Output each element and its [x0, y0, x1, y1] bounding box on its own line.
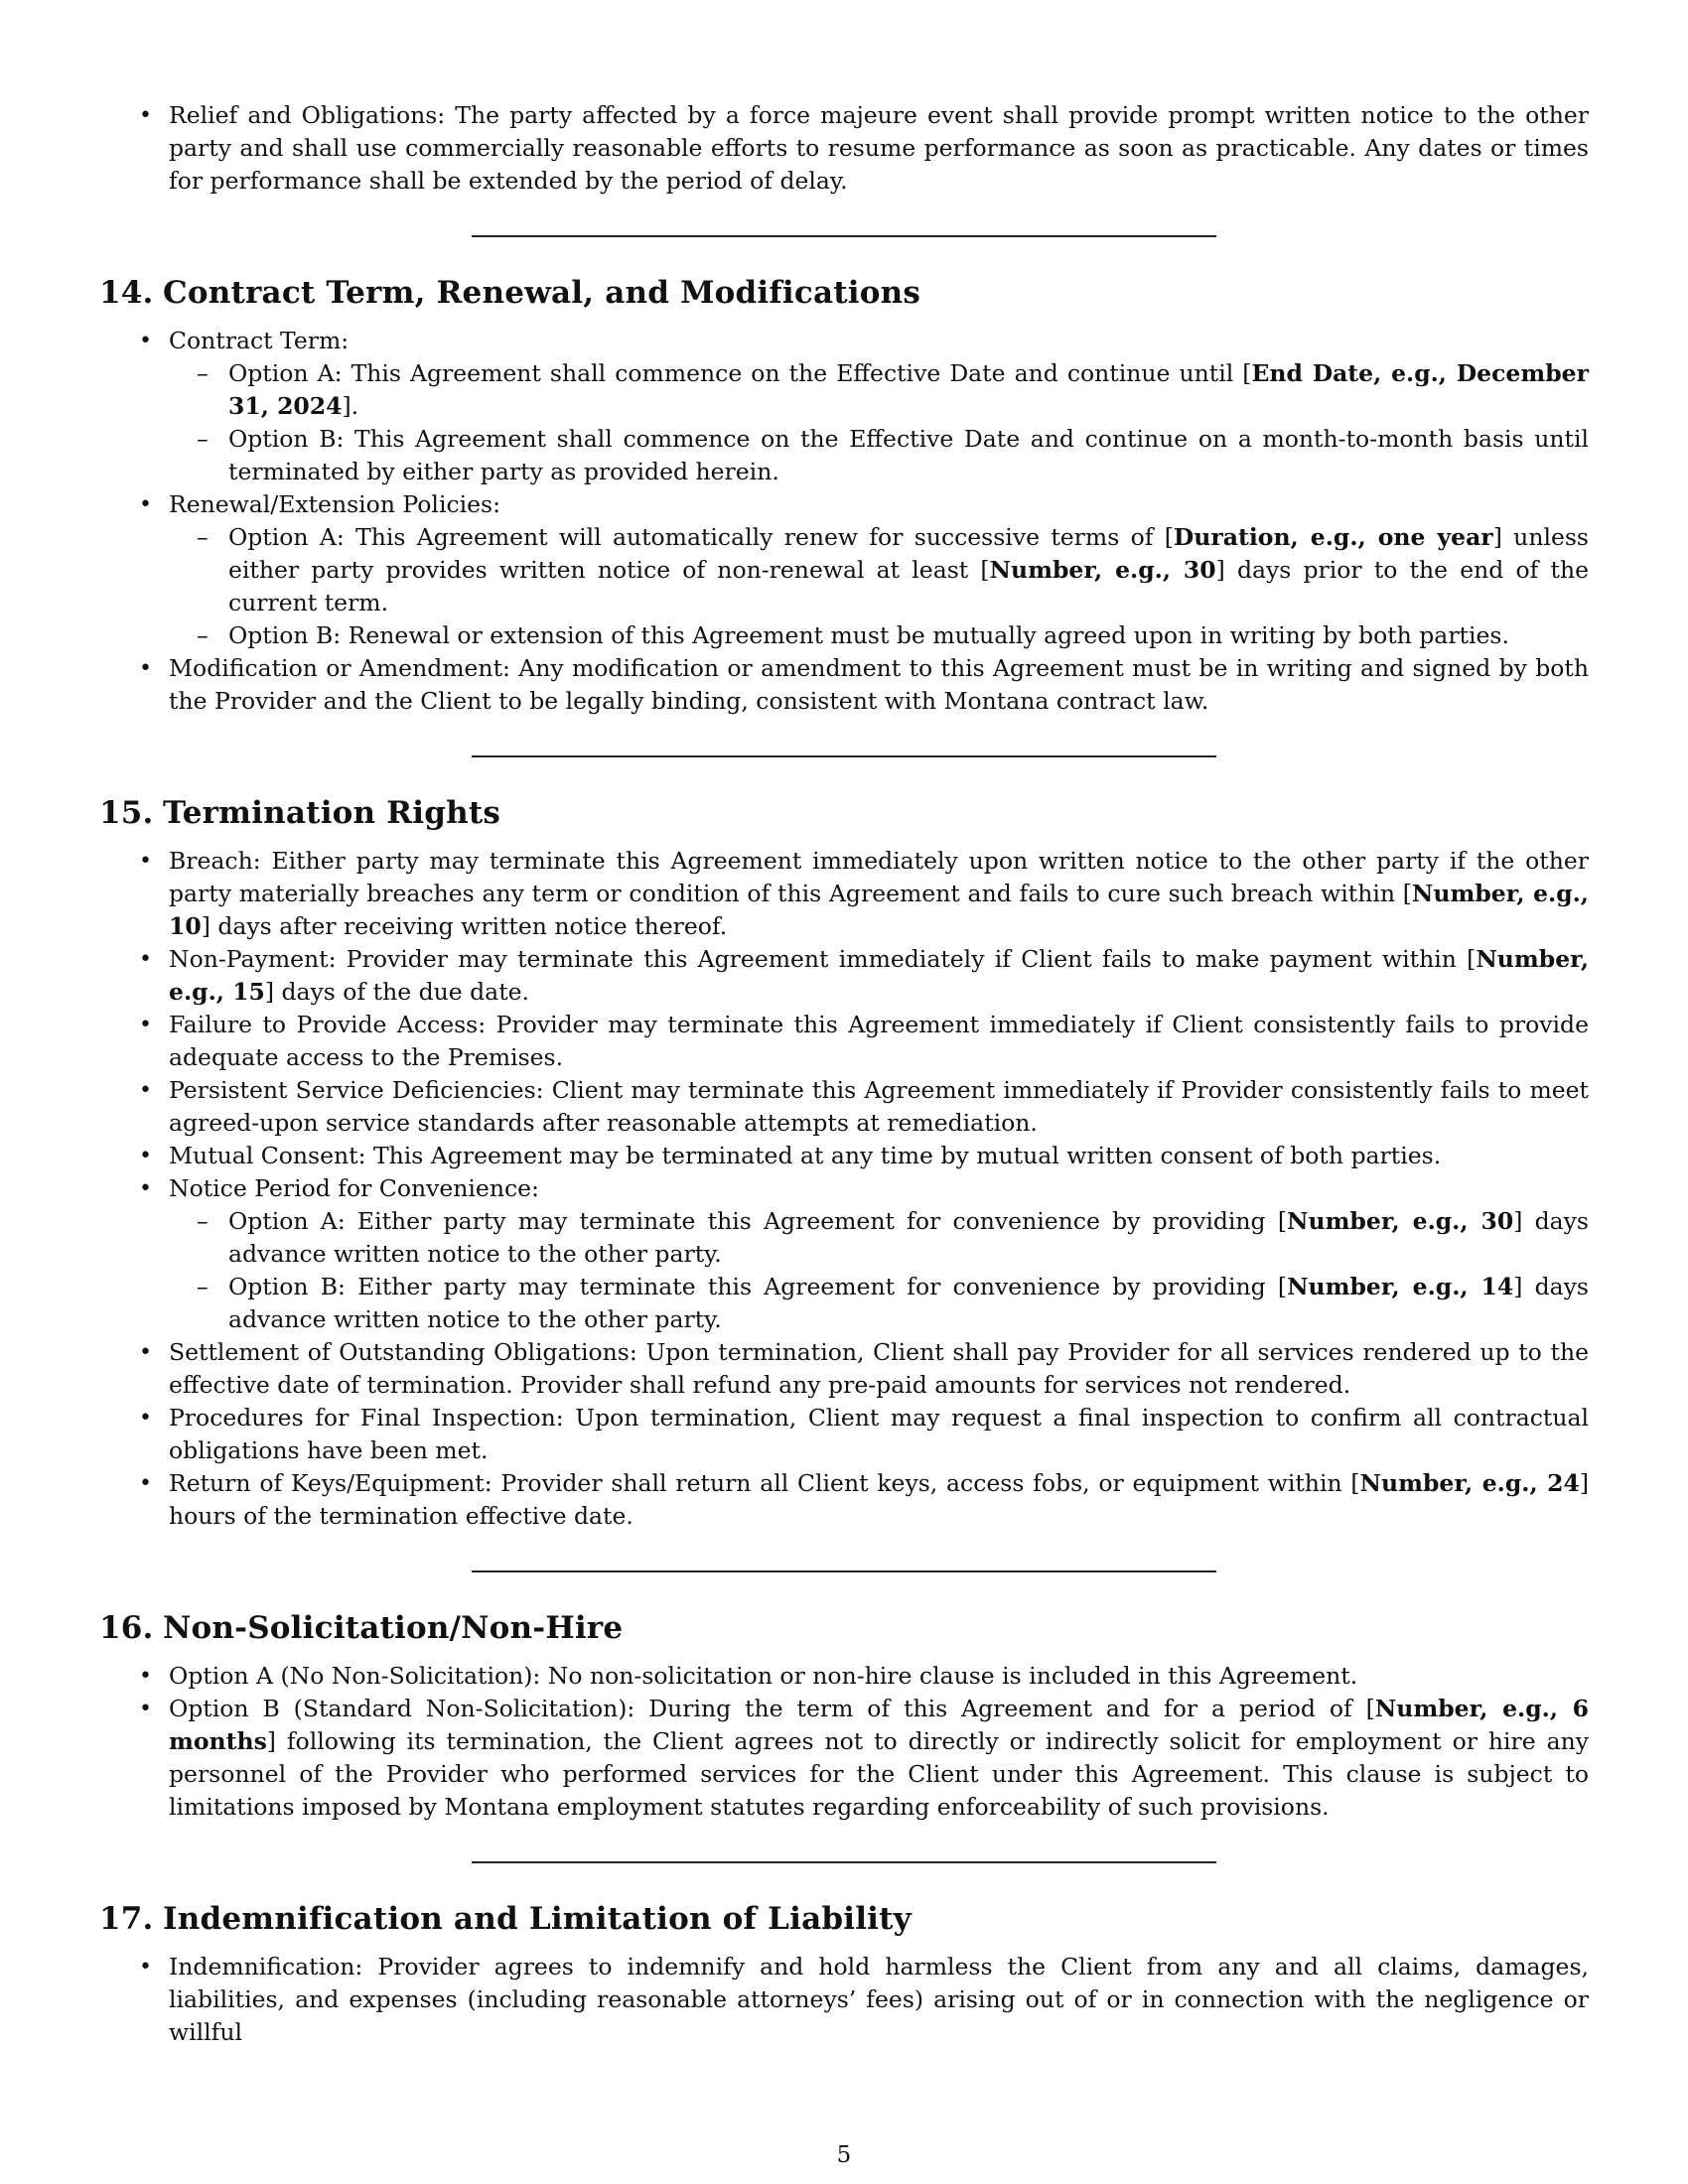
- list-item: • Renewal/Extension Policies: – Option A: This Agreement will automatically renew for successive terms of [Duration, e.g., one year] unless either party provides written notice of non-renewal at least [Number, e.g., 30] days prior to the end of the current term. – Option B: Renewal or extension of this Agreement must be mutually agreed upon in writing by both parties.: [99, 488, 1589, 652]
- section-divider: [472, 235, 1216, 237]
- list-item: – Option B: This Agreement shall commence on the Effective Date and continue on a month-to-month basis until terminated by either party as provided herein.: [99, 423, 1589, 488]
- renewal-options: [169, 521, 1589, 652]
- section-15-list: [99, 845, 1589, 1533]
- list-item: • Return of Keys/Equipment: Provider shall return all Client keys, access fobs, or equipment within [Number, e.g., 24] hours of the termination effective date.: [99, 1467, 1589, 1533]
- section-heading-15: 15. Termination Rights: [99, 795, 500, 831]
- section-heading-16: 16. Non-Solicitation/Non-Hire: [99, 1610, 624, 1646]
- list-item: – Option A: This Agreement will automatically renew for successive terms of [Duration, e.g., one year] unless either party provides written notice of non-renewal at least [Number, e.g., 30] days prior to the end of the current term.: [99, 521, 1589, 619]
- section-heading-14: 14. Contract Term, Renewal, and Modifications: [99, 275, 921, 311]
- list-item: • Option A (No Non-Solicitation): No non-solicitation or non-hire clause is included in this Agreement.: [99, 1660, 1589, 1693]
- section-divider: [472, 1861, 1216, 1863]
- list-item: • Option B (Standard Non-Solicitation): During the term of this Agreement and for a period of [Number, e.g., 6 months] following its termination, the Client agrees not to directly or indirectly solicit for employment or hire any personnel of the Provider who performed services for the Client under this Agreement. This clause is subject to limitations imposed by Montana employment statutes regarding enforceability of such provisions.: [99, 1693, 1589, 1824]
- list-item: [99, 99, 1589, 198]
- intro-list: [99, 99, 1589, 198]
- list-item: • Modification or Amendment: Any modification or amendment to this Agreement must be in writing and signed by both the Provider and the Client to be legally binding, consistent with Montana contract law.: [99, 652, 1589, 718]
- list-item: – Option B: Either party may terminate this Agreement for convenience by providing [Number, e.g., 14] days advance written notice to the other party.: [99, 1271, 1589, 1336]
- section-divider: [472, 755, 1216, 757]
- section-16-list: [99, 1660, 1589, 1824]
- section-heading-17: 17. Indemnification and Limitation of Liability: [99, 1901, 912, 1937]
- list-item: • Mutual Consent: This Agreement may be terminated at any time by mutual written consent of both parties.: [99, 1140, 1589, 1172]
- list-item: • Settlement of Outstanding Obligations: Upon termination, Client shall pay Provider for all services rendered up to the effective date of termination. Provider shall refund any pre-paid amounts for services not rendered.: [99, 1336, 1589, 1402]
- contract-term-options: [169, 357, 1589, 488]
- list-item: • Notice Period for Convenience: – Option A: Either party may terminate this Agreement for convenience by providing [Number, e.g., 30] days advance written notice to the other party. – Option B: Either party may terminate this Agreement for convenience by providing [Number, e.g., 14] days advance written notice to the other party.: [99, 1172, 1589, 1336]
- list-item: • Procedures for Final Inspection: Upon termination, Client may request a final inspection to confirm all contractual obligations have been met.: [99, 1402, 1589, 1467]
- list-item: – Option B: Renewal or extension of this Agreement must be mutually agreed upon in writing by both parties.: [99, 619, 1589, 652]
- list-item: • Breach: Either party may terminate this Agreement immediately upon written notice to the other party if the other party materially breaches any term or condition of this Agreement and fails to cure such breach within [Number, e.g., 10] days after receiving written notice thereof.: [99, 845, 1589, 943]
- page-number: 5: [836, 2142, 852, 2168]
- list-item: • Contract Term: – Option A: This Agreement shall commence on the Effective Date and continue until [End Date, e.g., December 31, 2024]. – Option B: This Agreement shall commence on the Effective Date and continue on a month-to-month basis until terminated by either party as provided herein.: [99, 325, 1589, 488]
- list-item: • Failure to Provide Access: Provider may terminate this Agreement immediately if Client consistently fails to provide adequate access to the Premises.: [99, 1009, 1589, 1074]
- list-item: • Persistent Service Deficiencies: Client may terminate this Agreement immediately if Provider consistently fails to meet agreed-upon service standards after reasonable attempts at remediation.: [99, 1074, 1589, 1140]
- relief-obligations-text: Relief and Obligations: The party affected by a force majeure event shall provide prompt written notice to the other party and shall use commercially reasonable efforts to resume performance as soon as practicable. Any dates or times for performance shall be extended by the period of delay.: [169, 101, 1589, 195]
- page-content: [99, 99, 1589, 2049]
- section-17-list: [99, 1951, 1589, 2049]
- notice-period-options: [169, 1205, 1589, 1336]
- list-item: • Non-Payment: Provider may terminate this Agreement immediately if Client fails to make payment within [Number, e.g., 15] days of the due date.: [99, 943, 1589, 1009]
- list-item: • Indemnification: Provider agrees to indemnify and hold harmless the Client from any and all claims, damages, liabilities, and expenses (including reasonable attorneys’ fees) arising out of or in connection with the negligence or willful: [99, 1951, 1589, 2049]
- section-divider: [472, 1570, 1216, 1572]
- list-item: – Option A: Either party may terminate this Agreement for convenience by providing [Number, e.g., 30] days advance written notice to the other party.: [99, 1205, 1589, 1271]
- list-item: – Option A: This Agreement shall commence on the Effective Date and continue until [End Date, e.g., December 31, 2024].: [99, 357, 1589, 423]
- section-14-list: [99, 325, 1589, 718]
